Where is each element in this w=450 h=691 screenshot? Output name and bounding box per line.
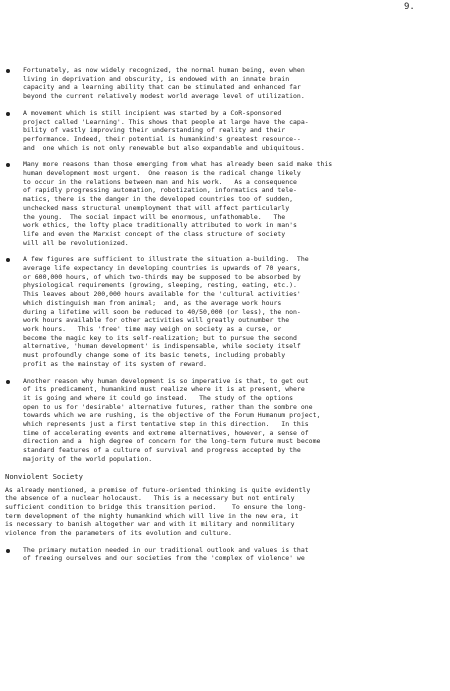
text-line: sufficient condition to bridge this transition period. To ensure the long- [5,502,307,511]
bullet-item [5,546,443,563]
text-line: profit as the mainstay of its system of reward. [23,359,207,368]
bullet-list [5,66,443,464]
text-line: average life expectancy in developing countries is upwards of 70 years, [23,264,301,273]
text-line: Many more reasons than those emerging from what has already been said make this [23,160,333,169]
text-line: This leaves about 200,000 hours available for the 'cultural activities' [23,290,301,299]
text-line: beyond the current relatively modest world average level of utilization. [23,92,305,101]
text-line: living in deprivation and obscurity, is endowed with an innate brain [23,74,290,83]
bullet-dot-icon [6,163,10,167]
bullet-dot-icon [6,549,10,553]
bullet-dot-icon [6,112,10,116]
paragraph [5,486,443,538]
text-line: Another reason why human development is so imperative is that, to get out [23,376,309,385]
section-heading: Nonviolent Society [5,471,83,481]
text-line: The primary mutation needed in our traditional outlook and values is that [23,545,309,554]
text-line: it is going and where it could go instead. The study of the options [23,393,294,402]
text-line: of its predicament, humankind must realize where it is at present, where [23,385,305,394]
text-line: alternative, 'human development' is indispensable, while society itself [23,342,301,351]
text-line: A movement which is still incipient was started by a CoR-sponsored [23,108,282,117]
text-line: of freeing ourselves and our societies from the 'complex of violence' we [23,554,305,563]
text-line: time of accelerating events and extreme alternatives, however, a sense of [23,428,309,437]
text-line: bility of vastly improving their understanding of reality and their [23,126,286,135]
text-line: unchecked mass structural unemployment that will affect particularly [23,203,290,212]
text-line: work hours. This 'free' time may weigh on society as a curse, or [23,324,282,333]
bullet-item [5,66,443,101]
text-line: performance. Indeed, their potential is humankind's greatest resource-- [23,134,301,143]
text-line: violence from the parameters of its evolution and culture. [5,529,232,538]
text-line: the absence of a nuclear holocaust. This is a necessary but not entirely [5,494,295,503]
text-line: standard features of a culture of survival and progress accepted by the [23,446,301,455]
text-line: during a lifetime will soon be reduced to 40/50,000 (or less), the non- [23,307,301,316]
text-line: work ethics, the lofty place traditionally attributed to work in man's [23,221,297,230]
text-line: will all be revolutionized. [23,238,129,247]
document-body [5,66,443,571]
text-line: must profoundly change some of its basic tenets, including probably [23,351,286,360]
text-line: is necessary to banish altogether war and with it military and nonmilitary [5,520,295,529]
text-line: or 600,000 hours, of which two-thirds may be supposed to be absorbed by [23,272,301,281]
text-line: capacity and a learning ability that can be stimulated and enhanced far [23,83,301,92]
bullet-dot-icon [6,69,10,73]
bullet-dot-icon [6,380,10,384]
text-line: open to us for 'desirable' alternative futures, rather than the sombre one [23,402,313,411]
text-line: and one which is not only renewable but also expandable and ubiquitous. [23,143,305,152]
text-line: life and even the Marxist concept of the class structure of society [23,229,286,238]
text-line: physiological requirements (growing, sleeping, resting, eating, etc.). [23,281,297,290]
page-number: 9. [404,2,415,12]
text-line: A few figures are sufficient to illustrate the situation a-building. The [23,255,309,264]
text-line: term development of the mighty humankind which will live in the new era, it [5,511,299,520]
text-line: matics, there is the danger in the developed countries too of sudden, [23,195,294,204]
text-line: become the magic key to its self-realization; but to pursue the second [23,333,297,342]
text-line: As already mentioned, a premise of future-oriented thinking is quite evidently [5,485,311,494]
text-line: work hours available for other activities will greatly outnumber the [23,316,290,325]
text-line: Fortunately, as now widely recognized, the normal human being, even when [23,66,305,74]
text-line: which distinguish man from animal; and, as the average work hours [23,298,282,307]
bullet-item [5,377,443,464]
bullet-item [5,109,443,153]
bullet-item [5,255,443,368]
bullet-dot-icon [6,258,10,262]
text-line: of rapidly progressing automation, robotization, informatics and tele- [23,186,297,195]
text-line: which represents just a first tentative step in this direction. In this [23,420,309,429]
text-line: to occur in the relations between man and his work. As a consequence [23,177,297,186]
text-line: human development most urgent. One reason is the radical change likely [23,169,301,178]
text-line: majority of the world population. [23,454,153,463]
text-line: direction and a high degree of concern for the long-term future must become [23,437,321,446]
text-line: the young. The social impact will be enormous, unfathomable. The [23,212,286,221]
text-line: project called 'Learning'. This shows that people at large have the capa- [23,117,309,126]
text-line: towards which we are rushing, is the objective of the Forum Humanum project, [23,411,321,420]
bullet-item [5,160,443,247]
